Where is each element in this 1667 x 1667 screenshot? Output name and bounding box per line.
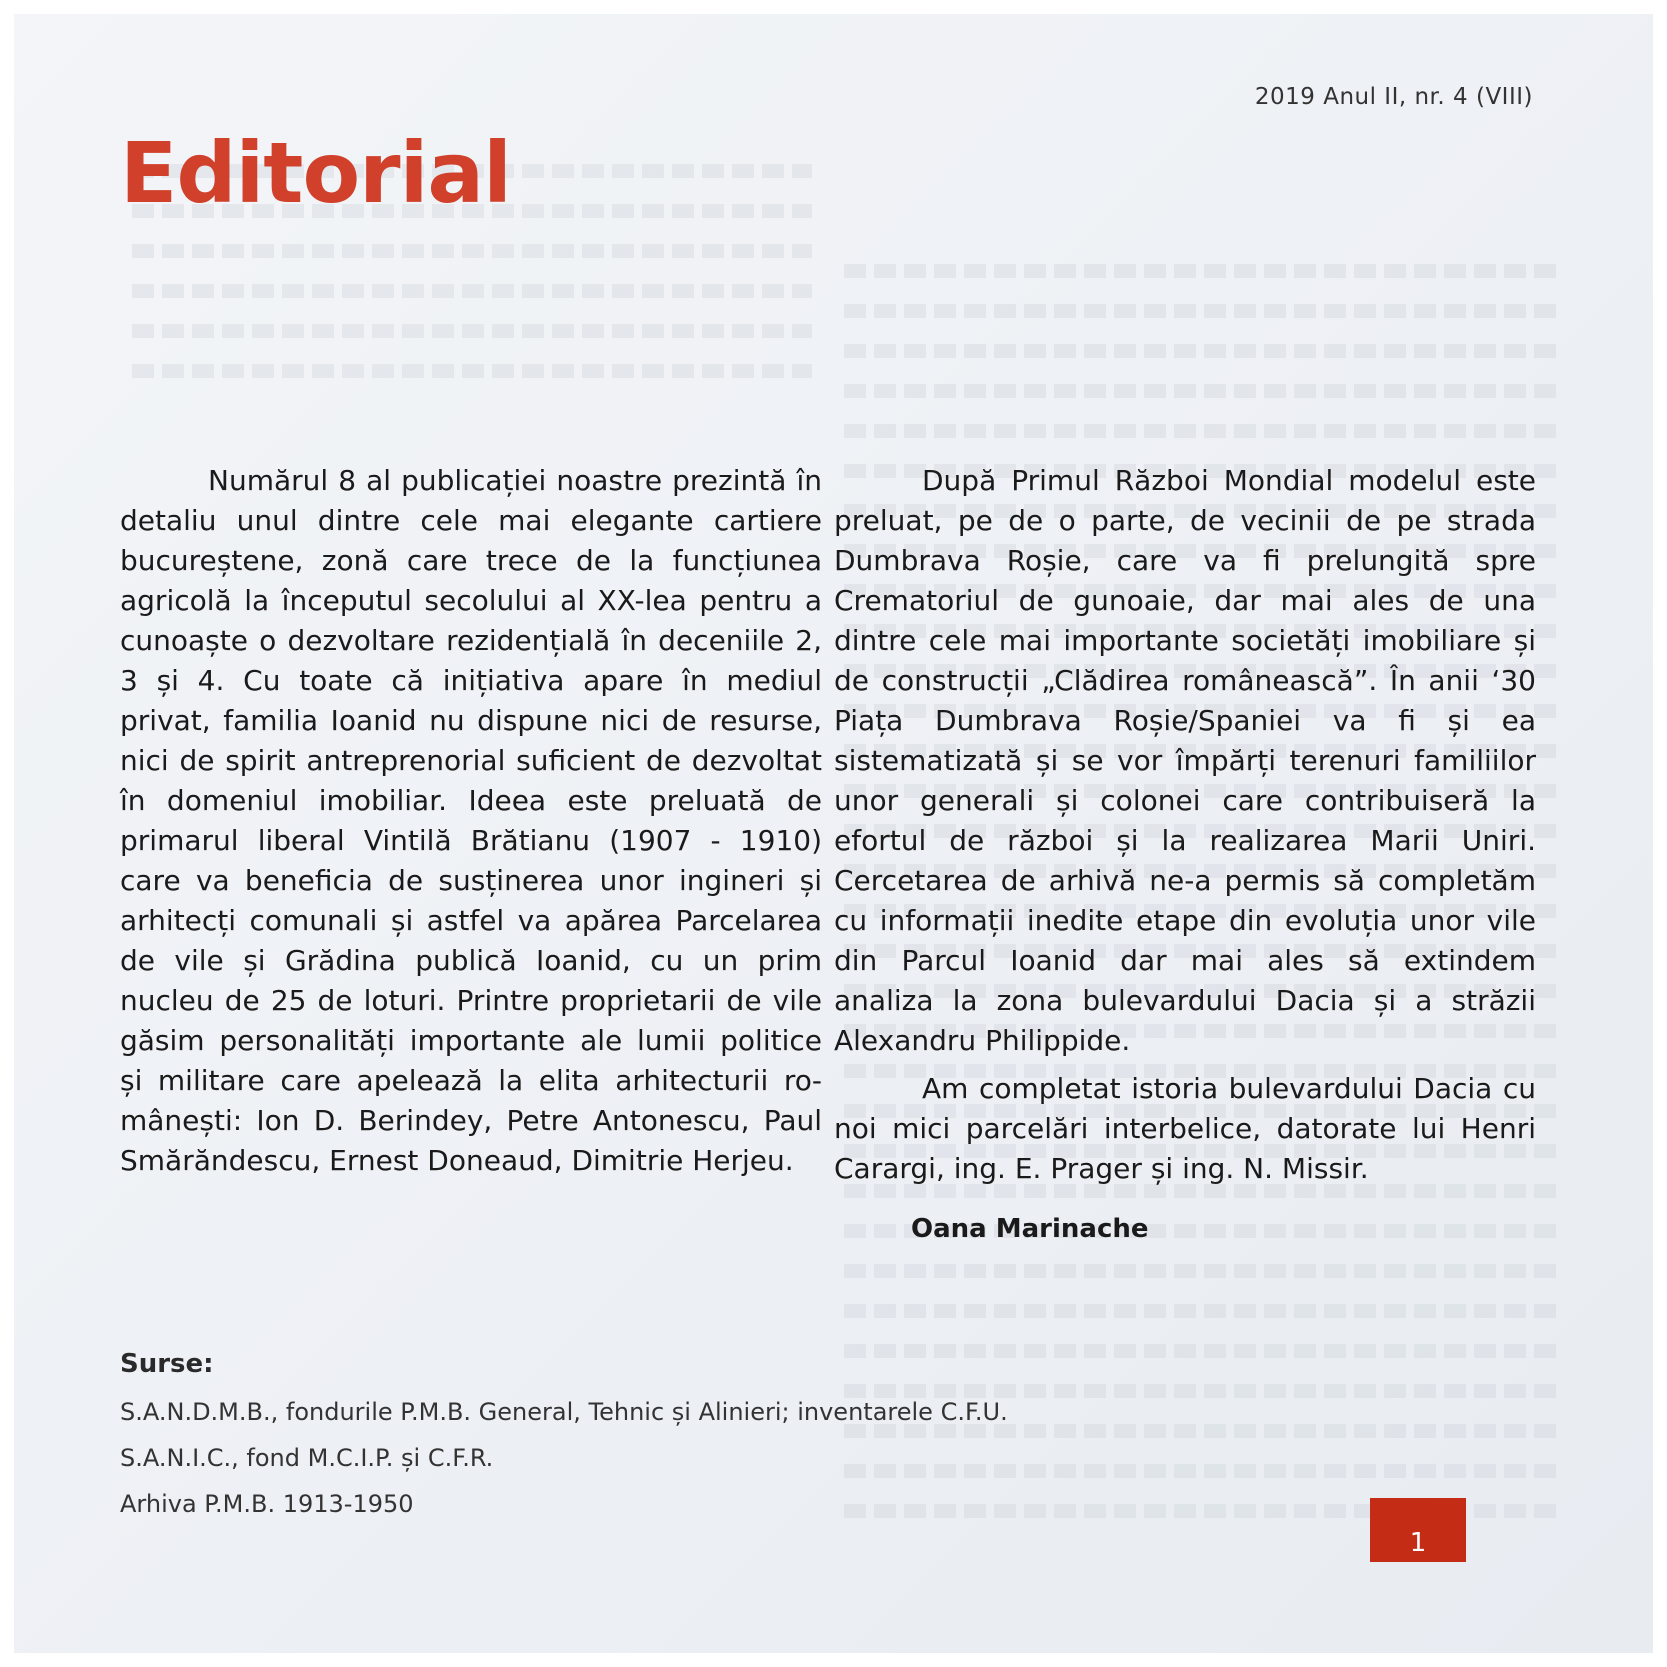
page-title: Editorial xyxy=(120,124,511,222)
right-paragraph-1: După Primul Război Mondial modelul este preluat, pe de o parte, de vecinii de pe strada Dumbrava Roșie, care va fi prelungită spre Crematoriul de gunoaie, dar mai ales de una dintre cele mai importante societăți imobiliare și de construcții „Clădirea românească”. În anii ‘30 Piața Dumbrava Roșie/Spaniei va fi și ea sistematizată și se vor împărți terenuri familiilor unor generali și colonei care contribuiseră la efortul de război și la realizarea Marii Uniri. Cercetarea de arhivă ne-a permis să completăm cu informații inedite etape din evoluția unor vile din Parcul Ioanid dar mai ales să extindem analiza la zona bulevardului Dacia și a străzii Alexandru Philippide. xyxy=(834,464,1536,1057)
page-number-badge: 1 xyxy=(1370,1498,1466,1562)
right-paragraph-2: Am completat istoria bulevardului Dacia cu noi mici parcelări interbelice, datorate lui Henri Carargi, ing. E. Prager și ing. N. Missir. xyxy=(834,1072,1536,1185)
right-column xyxy=(834,461,1536,1189)
left-column xyxy=(120,461,822,1181)
author-name: Oana Marinache xyxy=(911,1214,1149,1244)
source-item: S.A.N.D.M.B., fondurile P.M.B. General, Tehnic și Alinieri; inventarele C.F.U. xyxy=(120,1398,1008,1426)
sources-section xyxy=(120,1349,1008,1527)
left-paragraph: Numărul 8 al publicației noastre prezintă în detaliu unul dintre cele mai elegante cartiere bucureștene, zonă care trece de la funcțiunea agricolă la începutul secolului al XX-lea pentru a cunoaște o dezvoltare rezidențială în deceniile 2, 3 și 4. Cu toate că inițiativa apare în mediul privat, familia Ioanid nu dispune nici de resurse, nici de spirit antreprenorial suficient de dezvoltat în domeniul imobiliar. Ideea este preluată de primarul liberal Vintilă Brătianu (1907 - 1910) care va beneficia de susținerea unor ingineri și arhitecți comunali și astfel va apărea Parcelarea de vile și Grădina publică Ioanid, cu un prim nucleu de 25 de loturi. Printre proprietarii de vile găsim personalități importante ale lumii politice și militare care apelează la elita arhitecturii românești: Ion D. Berindey, Petre Antonescu, Paul Smărăndescu, Ernest Doneaud, Dimitrie Herjeu. xyxy=(120,464,822,1177)
source-item: S.A.N.I.C., fond M.C.I.P. și C.F.R. xyxy=(120,1444,494,1472)
sources-title: Surse: xyxy=(120,1349,214,1379)
source-item: Arhiva P.M.B. 1913-1950 xyxy=(120,1490,414,1518)
issue-label: 2019 Anul II, nr. 4 (VIII) xyxy=(1254,84,1533,110)
magazine-page xyxy=(14,14,1653,1653)
